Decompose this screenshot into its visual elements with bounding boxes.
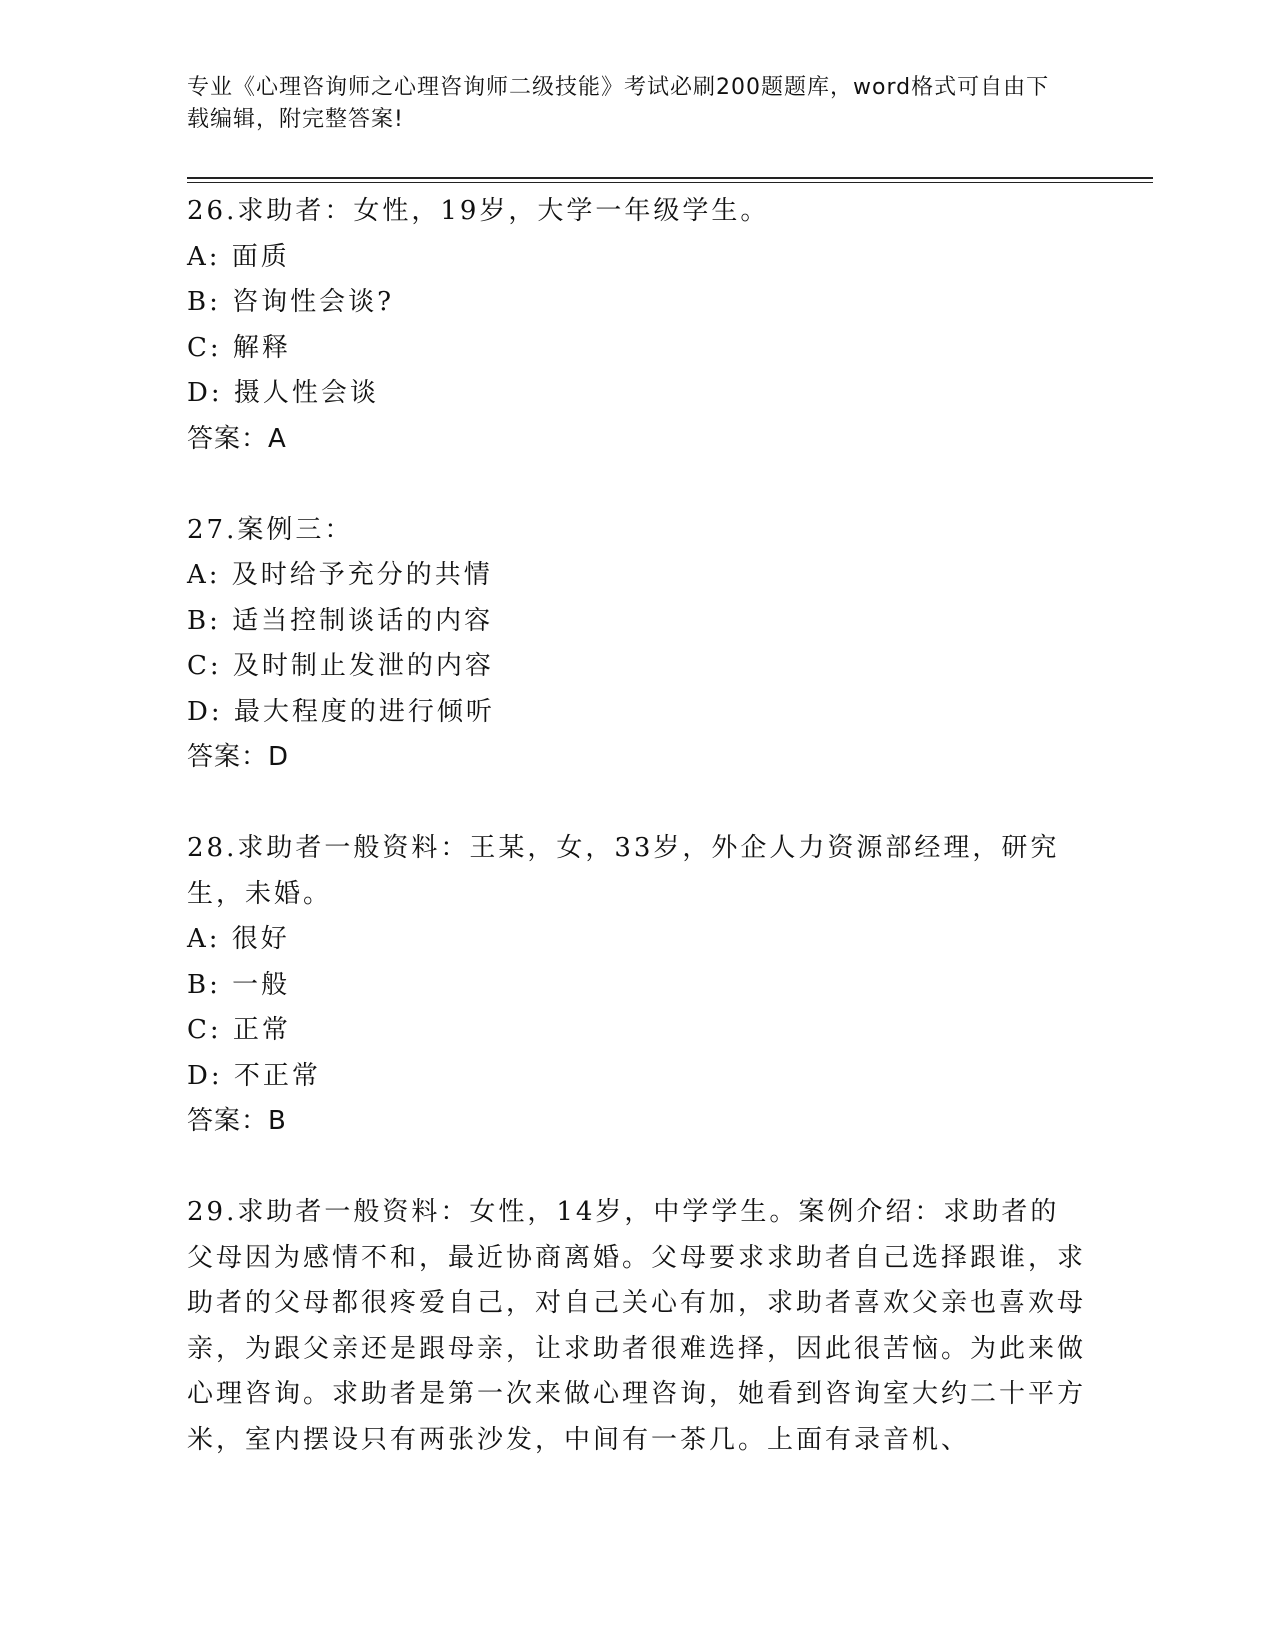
option-a: A: 很好 [187,924,290,954]
header-rule-thick [187,177,1153,179]
document-header: 专业《心理咨询师之心理咨询师二级技能》考试必刷200题题库，word格式可自由下载编辑，附完整答案! [187,75,1050,132]
question-stem: 27.案例三： [187,514,354,545]
answer-line: 答案：B [187,1106,287,1136]
option-b: B: 一般 [187,969,291,1000]
question-28 [187,826,1087,1145]
option-a: A: 面质 [187,241,290,272]
option-d: D: 最大程度的进行倾听 [187,696,495,727]
option-b: B: 咨询性会谈? [187,287,395,317]
question-27 [187,508,1087,781]
question-list [187,189,1087,1463]
option-c: C: 解释 [187,332,291,363]
question-stem: 29.求助者一般资料：女性，14岁，中学学生。案例介绍：求助者的父母因为感情不和，最近协商离婚。父母要求求助者自己选择跟谁，求助者的父母都很疼爱自己，对自己关心有加，求助者喜欢父亲也喜欢母亲，为跟父亲还是跟母亲，让求助者很难选择，因此很苦恼。为此来做心理咨询。求助者是第一次来做心理咨询，她看到咨询室大约二十平方米，室内摆设只有两张沙发，中间有一茶几。上面有录音机、 [187,1197,1087,1455]
question-stem: 26.求助者：女性，19岁，大学一年级学生。 [187,196,770,226]
option-d: D: 不正常 [187,1060,321,1091]
answer-line: 答案：A [187,423,287,454]
option-c: C: 正常 [187,1015,291,1045]
question-26 [187,189,1087,462]
option-a: A: 及时给予充分的共情 [187,560,493,590]
option-c: C: 及时制止发泄的内容 [187,651,494,681]
question-29 [187,1190,1087,1463]
answer-line: 答案：D [187,742,290,772]
question-stem: 28.求助者一般资料：王某，女，33岁，外企人力资源部经理，研究生，未婚。 [187,833,1060,909]
option-d: D: 摄人性会谈 [187,378,379,408]
header-rule-thin [187,182,1153,183]
option-b: B: 适当控制谈话的内容 [187,605,494,636]
